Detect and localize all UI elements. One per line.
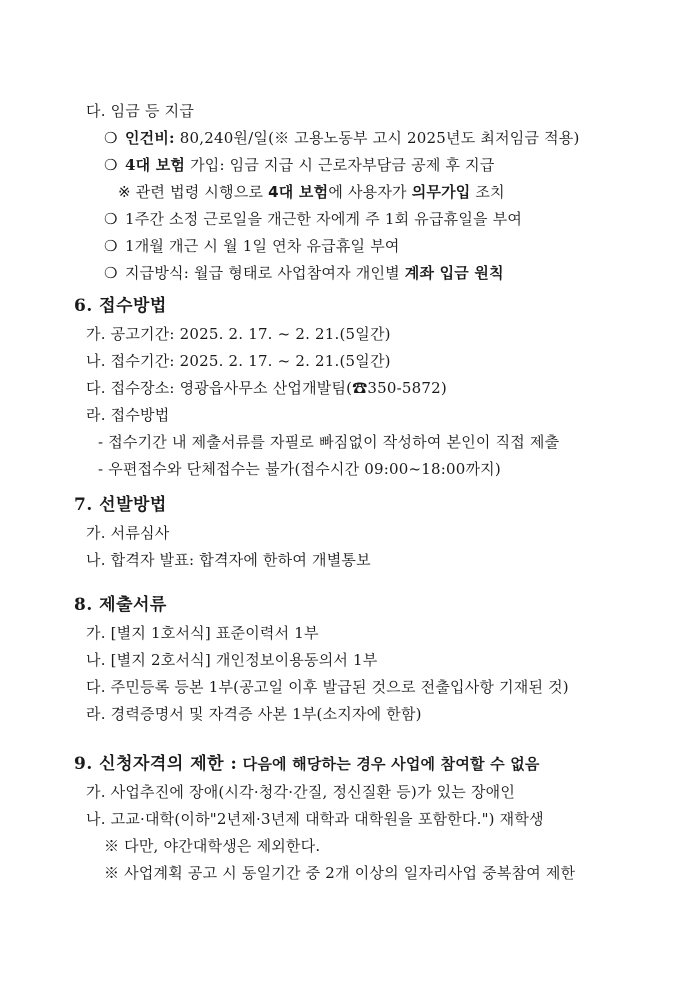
section-7-title: 7. 선발방법 (74, 495, 167, 515)
section-8-item: 라. 경력증명서 및 자격증 사본 1부(소지자에 한함) (86, 705, 422, 723)
circle-bullet-icon: ❍ (104, 237, 118, 255)
wage-item-weekly-holiday: ❍ 1주간 소정 근로일을 개근한 자에게 주 1회 유급휴일을 부여 (104, 210, 523, 228)
wage-item-annual-leave: ❍ 1개월 개근 시 월 1일 연차 유급휴일 부여 (104, 237, 400, 255)
section-6-item: 나. 접수기간: 2025. 2. 17. ~ 2. 21.(5일간) (86, 352, 391, 370)
section-6-item: 다. 접수장소: 영광읍사무소 산업개발팀(☎350-5872) (86, 379, 447, 397)
section-6-item: 가. 공고기간: 2025. 2. 17. ~ 2. 21.(5일간) (86, 325, 391, 343)
circle-bullet-icon: ❍ (104, 264, 118, 282)
circle-bullet-icon: ❍ (104, 156, 118, 174)
section-6-item: 라. 접수방법 (86, 406, 170, 424)
section-6-title: 6. 접수방법 (74, 296, 167, 316)
section-8-item: 다. 주민등록 등본 1부(공고일 이후 발급된 것으로 전출입사항 기재된 것) (86, 678, 569, 696)
circle-bullet-icon: ❍ (104, 210, 118, 228)
section-7-item: 가. 서류심사 (86, 524, 170, 542)
section-7-item: 나. 합격자 발표: 합격자에 한하여 개별통보 (86, 551, 371, 569)
wage-item-insurance: ❍ 4대 보험 가입: 임금 지급 시 근로자부담금 공제 후 지급 (104, 156, 495, 174)
section-9-note: ※ 사업계획 공고 시 동일기간 중 2개 이상의 일자리사업 중복참여 제한 (104, 864, 576, 882)
section-6-sub-item: - 우편접수와 단체접수는 불가(접수시간 09:00~18:00까지) (98, 460, 501, 478)
wage-item-labor-cost: ❍ 인건비: 80,240원/일(※ 고용노동부 고시 2025년도 최저임금 적용) (104, 129, 580, 147)
insurance-note: ※ 관련 법령 시행으로 4대 보험에 사용자가 의무가입 조치 (118, 183, 505, 201)
section-8-title: 8. 제출서류 (74, 595, 167, 615)
circle-bullet-icon: ❍ (104, 129, 118, 147)
section-9-item: 가. 사업추진에 장애(시각·청각·간질, 정신질환 등)가 있는 장애인 (86, 783, 516, 801)
wage-item-payment-method: ❍ 지급방식: 월급 형태로 사업참여자 개인별 계좌 입금 원칙 (104, 264, 504, 282)
section-9-note: ※ 다만, 야간대학생은 제외한다. (104, 837, 321, 855)
section-9-item: 나. 고교·대학(이하"2년제·3년제 대학과 대학원을 포함한다.") 재학생 (86, 810, 544, 828)
wages-heading: 다. 임금 등 지급 (86, 102, 195, 120)
section-9-title: 9. 신청자격의 제한 : 다음에 해당하는 경우 사업에 참여할 수 없음 (74, 754, 540, 774)
section-8-item: 나. [별지 2호서식] 개인정보이용동의서 1부 (86, 651, 378, 669)
section-6-sub-item: - 접수기간 내 제출서류를 자필로 빠짐없이 작성하여 본인이 직접 제출 (98, 433, 560, 451)
section-8-item: 가. [별지 1호서식] 표준이력서 1부 (86, 624, 319, 642)
